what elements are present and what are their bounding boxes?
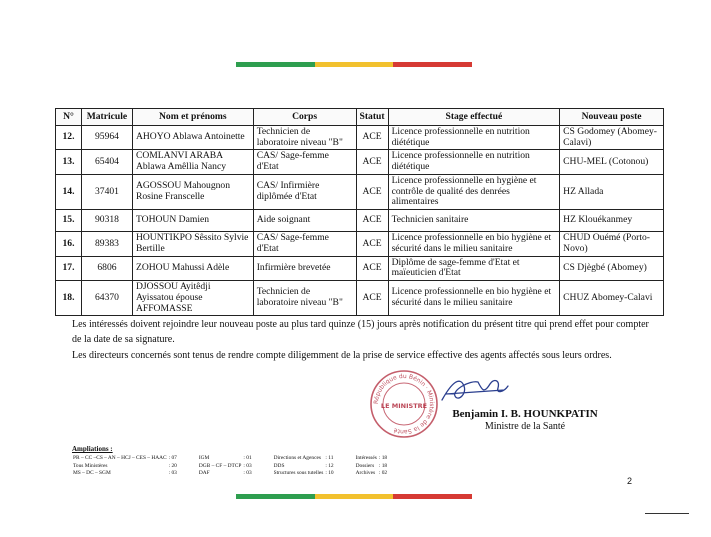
cell-nom: COMLANVI ARABA Ablawa Amêllia Nancy [132, 150, 253, 174]
table-row [56, 281, 664, 316]
ampl-label: Archives [355, 470, 376, 477]
cell-corps: Technicien de laboratoire niveau "B" [253, 126, 356, 150]
cell-statut: ACE [356, 281, 388, 316]
header-statut: Statut [356, 109, 388, 126]
cell-stage: Licence professionnelle en hygiène et contrôle de qualité des denrées alimentaires [388, 174, 560, 209]
cell-poste: CS Djègbé (Abomey) [560, 256, 664, 280]
cell-stage: Licence professionnelle en bio hygiène et sécurité dans le milieu sanitaire [388, 232, 560, 256]
table-row [56, 256, 664, 280]
cell-poste: HZ Allada [560, 174, 664, 209]
ampl-label: Dossiers [355, 462, 375, 469]
cell-poste: CHU-MEL (Cotonou) [560, 150, 664, 174]
cell-statut: ACE [356, 256, 388, 280]
cell-stage: Licence professionnelle en bio hygiène et sécurité dans le milieu sanitaire [388, 281, 560, 316]
flag-band-bottom [236, 494, 472, 499]
table-row [56, 174, 664, 209]
ampl-value: : 12 [325, 462, 334, 469]
cell-nom: AHOYO Ablawa Antoinette [132, 126, 253, 150]
ampl-label: PR – CC –CS – AN – HCJ – CES – HAAC [73, 455, 167, 462]
cell-poste: CHUD Ouémé (Porto-Novo) [560, 232, 664, 256]
flag-yellow-stripe [315, 494, 394, 499]
ampliations-row [72, 463, 388, 470]
cell-corps: CAS/ Infirmière diplômée d'Etat [253, 174, 356, 209]
cell-statut: ACE [356, 126, 388, 150]
assignments-table [55, 108, 664, 316]
page-number: 2 [627, 476, 633, 486]
cell-stage: Technicien sanitaire [388, 210, 560, 232]
cell-matricule: 90318 [81, 210, 132, 232]
signer-block [420, 408, 630, 432]
ampl-label: Structures sous tutelles [273, 470, 324, 477]
cell-nom: TOHOUN Damien [132, 210, 253, 232]
ampliations-row [72, 455, 388, 462]
stamp-center-text: LE MINISTRE [380, 402, 428, 410]
ampliations-block [72, 445, 388, 477]
cell-num: 13. [56, 150, 82, 174]
header-corps: Corps [253, 109, 356, 126]
ampliations-table [72, 455, 388, 477]
cell-nom: ZOHOU Mahussi Adèle [132, 256, 253, 280]
ampl-value: : 01 [243, 455, 252, 462]
ampl-label: MS – DC – SGM [73, 470, 111, 477]
ampl-label: DGB – CF – DTCP [198, 462, 242, 469]
ampl-value: : 18 [378, 455, 388, 462]
header-nom: Nom et prénoms [132, 109, 253, 126]
cell-matricule: 6806 [81, 256, 132, 280]
cell-corps: Technicien de laboratoire niveau "B" [253, 281, 356, 316]
flag-green-stripe [236, 494, 315, 499]
cell-matricule: 64370 [81, 281, 132, 316]
cell-corps: Aide soignant [253, 210, 356, 232]
cell-num: 18. [56, 281, 82, 316]
cell-corps: Infirmière brevetée [253, 256, 356, 280]
cell-poste: HZ Klouékanmey [560, 210, 664, 232]
header-num: N° [56, 109, 82, 126]
ampliations-title: Ampliations : [72, 445, 113, 453]
flag-band-top [236, 62, 472, 67]
cell-statut: ACE [356, 150, 388, 174]
ampl-value: : 10 [325, 470, 334, 477]
cell-stage: Diplôme de sage-femme d'Etat et maïeuticien d'Etat [388, 256, 560, 280]
ampl-label: DDS [273, 462, 285, 469]
header-matricule: Matricule [81, 109, 132, 126]
ampl-label: Tous Ministères [73, 462, 108, 469]
footer-rule [645, 513, 689, 514]
cell-nom: HOUNTIKPO Sêssito Sylvie Bertille [132, 232, 253, 256]
table-header-row [56, 109, 664, 126]
signer-title: Ministre de la Santé [484, 421, 566, 432]
table-row [56, 210, 664, 232]
cell-corps: CAS/ Sage-femme d'Etat [253, 232, 356, 256]
cell-matricule: 89383 [81, 232, 132, 256]
table-row [56, 232, 664, 256]
ampl-value: : 03 [243, 462, 252, 469]
ampl-label: Directions et Agences [273, 455, 321, 462]
flag-green-stripe [236, 62, 315, 67]
ampliations-row [72, 470, 388, 477]
ampl-value: : 03 [243, 470, 252, 477]
cell-statut: ACE [356, 232, 388, 256]
table-row [56, 150, 664, 174]
cell-stage: Licence professionnelle en nutrition diététique [388, 150, 560, 174]
ampl-value: : 07 [168, 455, 177, 462]
cell-poste: CHUZ Abomey-Calavi [560, 281, 664, 316]
ampl-value: : 02 [378, 470, 388, 477]
ampl-label: Intéressés [355, 455, 377, 462]
cell-num: 15. [56, 210, 82, 232]
header-poste: Nouveau poste [560, 109, 664, 126]
cell-matricule: 37401 [81, 174, 132, 209]
cell-nom: AGOSSOU Mahougnon Rosine Franscelle [132, 174, 253, 209]
flag-red-stripe [393, 62, 472, 67]
cell-statut: ACE [356, 210, 388, 232]
ampl-value: : 18 [378, 462, 388, 469]
cell-num: 14. [56, 174, 82, 209]
cell-statut: ACE [356, 174, 388, 209]
ampl-label: DAF [198, 470, 210, 477]
ampl-value: : 03 [168, 470, 177, 477]
ampl-value: : 20 [168, 462, 177, 469]
signer-name: Benjamin I. B. HOUNKPATIN [452, 408, 598, 420]
cell-matricule: 65404 [81, 150, 132, 174]
table-row [56, 126, 664, 150]
ampl-label: IGM [198, 455, 210, 462]
cell-num: 17. [56, 256, 82, 280]
cell-num: 12. [56, 126, 82, 150]
stamp-ring-text: République du Bénin · Ministère de la Santé [372, 372, 436, 436]
cell-poste: CS Godomey (Abomey-Calavi) [560, 126, 664, 150]
flag-red-stripe [393, 494, 472, 499]
cell-matricule: 95964 [81, 126, 132, 150]
paragraph-deadline: Les intéressés doivent rejoindre leur nouveau poste au plus tard quinze (15) jours après notification du présent titre qui prend effet pour compter de la date de sa signature. [72, 319, 649, 345]
flag-yellow-stripe [315, 62, 394, 67]
header-stage: Stage effectué [388, 109, 560, 126]
cell-corps: CAS/ Sage-femme d'Etat [253, 150, 356, 174]
paragraph-directors: Les directeurs concernés sont tenus de rendre compte diligemment de la prise de service effective des agents affectés sous leurs ordres. [72, 350, 612, 361]
signature [438, 372, 510, 406]
cell-num: 16. [56, 232, 82, 256]
cell-nom: DJOSSOU Ayitêdji Ayissatou épouse AFFOMASSE [132, 281, 253, 316]
cell-stage: Licence professionnelle en nutrition diététique [388, 126, 560, 150]
ampl-value: : 11 [325, 455, 334, 462]
